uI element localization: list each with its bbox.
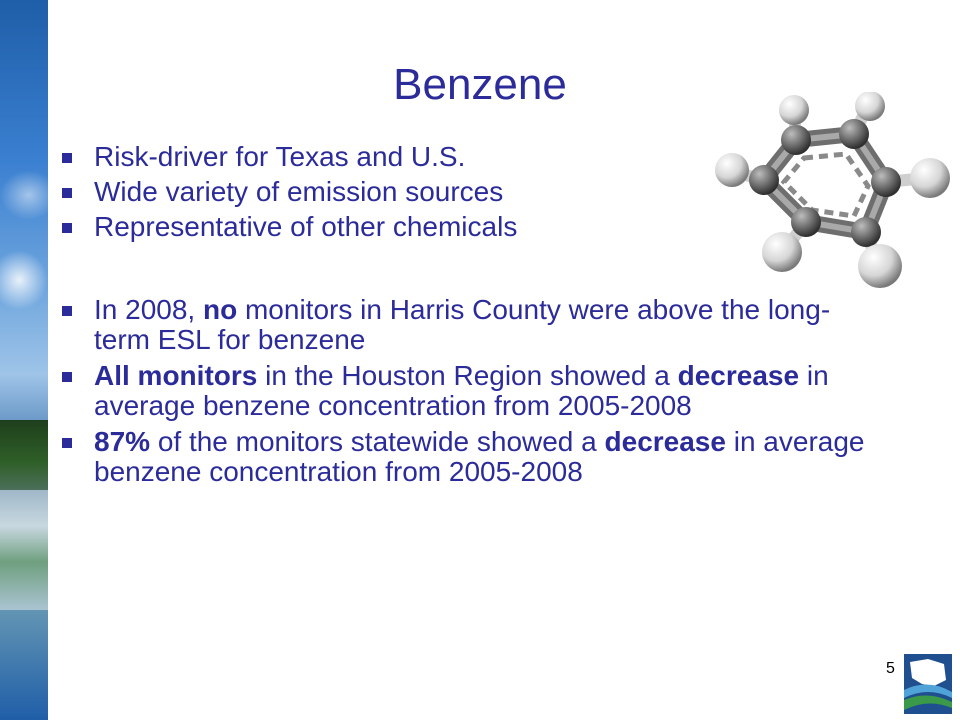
bullet-text: in average benzene concentration from 2005-2008 [94,426,865,487]
bullet-list [62,142,882,487]
bullet-item: Representative of other chemicals [62,212,882,242]
slide-title: Benzene [393,60,567,109]
bullet-text: monitors in Harris County were above the long-term ESL for benzene [94,294,831,355]
bullet-item [62,295,882,355]
bullet-emphasis: All monitors [94,360,258,391]
page-number: 5 [886,660,895,677]
strip-water [0,490,48,610]
strip-trees [0,420,48,490]
bullet-item: Wide variety of emission sources [62,177,882,207]
bullet-text: in average benzene concentration from 2005-2008 [94,360,829,421]
bullet-item [62,427,882,487]
bullet-emphasis: no [202,294,238,325]
bullet-text: of the monitors statewide showed a [150,426,605,457]
side-decoration-strip [0,0,48,720]
strip-cloud [0,250,48,310]
bullet-item [62,361,882,421]
bullet-text: In 2008, [94,294,203,325]
agency-logo-icon [904,654,952,714]
bullet-emphasis: decrease [604,426,726,457]
bullet-emphasis: 87% [94,426,151,457]
bullet-item: Risk-driver for Texas and U.S. [62,142,882,172]
bullet-emphasis: decrease [677,360,800,391]
strip-cloud [0,170,48,220]
bullet-text: in the Houston Region showed a [257,360,678,391]
